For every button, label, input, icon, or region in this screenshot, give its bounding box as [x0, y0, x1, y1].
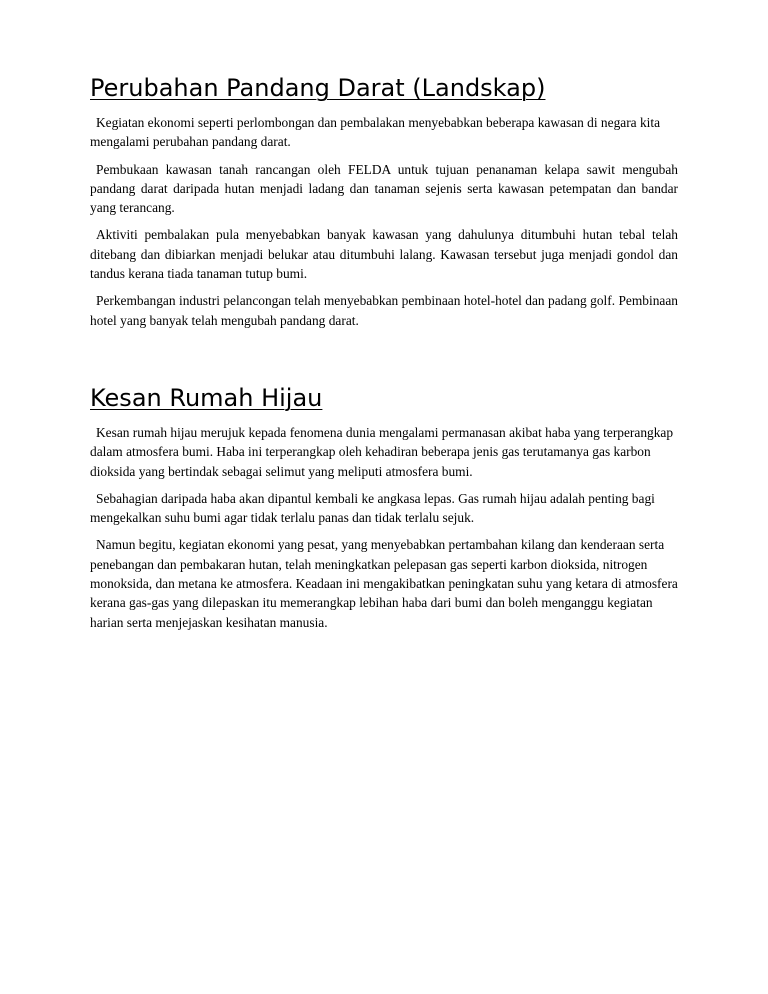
document-body [90, 72, 678, 640]
paragraph: Namun begitu, kegiatan ekonomi yang pesat, yang menyebabkan pertambahan kilang dan kenderaan serta penebangan dan pembakaran hutan, telah meningkatkan pelepasan gas seperti karbon dioksida, nitrogen monoksida, dan metana ke atmosfera. Keadaan ini mengakibatkan peningkatan suhu yang ketara di atmosfera kerana gas-gas yang dilepaskan itu memerangkap lebihan haba dari bumi dan boleh menganggu kegiatan harian serta menjejaskan kesihatan manusia. [90, 537, 678, 630]
section-heading: Perubahan Pandang Darat (Landskap) [90, 74, 546, 102]
section-heading: Kesan Rumah Hijau [90, 383, 323, 412]
section-spacer [90, 338, 678, 382]
paragraph: Aktiviti pembalakan pula menyebabkan banyak kawasan yang dahulunya ditumbuhi hutan tebal telah ditebang dan dibiarkan menjadi belukar atau ditumbuhi lalang. Kawasan tersebut juga menjadi gondol dan tandus kerana tiada tanaman tutup bumi. [90, 227, 678, 282]
paragraph: Perkembangan industri pelancongan telah menyebabkan pembinaan hotel-hotel dan padang golf. Pembinaan hotel yang banyak telah mengubah pandang darat. [90, 293, 678, 328]
paragraph: Kegiatan ekonomi seperti perlombongan dan pembalakan menyebabkan beberapa kawasan di negara kita mengalami perubahan pandang darat. [90, 115, 661, 150]
paragraph: Pembukaan kawasan tanah rancangan oleh FELDA untuk tujuan penanaman kelapa sawit mengubah pandang darat daripada hutan menjadi ladang dan tanaman sejenis serta kawasan petempatan dan bandar yang terancang. [90, 161, 678, 216]
paragraph: Kesan rumah hijau merujuk kepada fenomena dunia mengalami permanasan akibat haba yang terperangkap dalam atmosfera bumi. Haba ini terperangkap oleh kehadiran beberapa jenis gas terutamanya gas karbon dioksida yang bertindak sebagai selimut yang meliputi atmosfera bumi. [90, 424, 674, 479]
paragraph: Sebahagian daripada haba akan dipantul kembali ke angkasa lepas. Gas rumah hijau adalah penting bagi mengekalkan suhu bumi agar tidak terlalu panas dan tidak terlalu sejuk. [90, 490, 655, 526]
